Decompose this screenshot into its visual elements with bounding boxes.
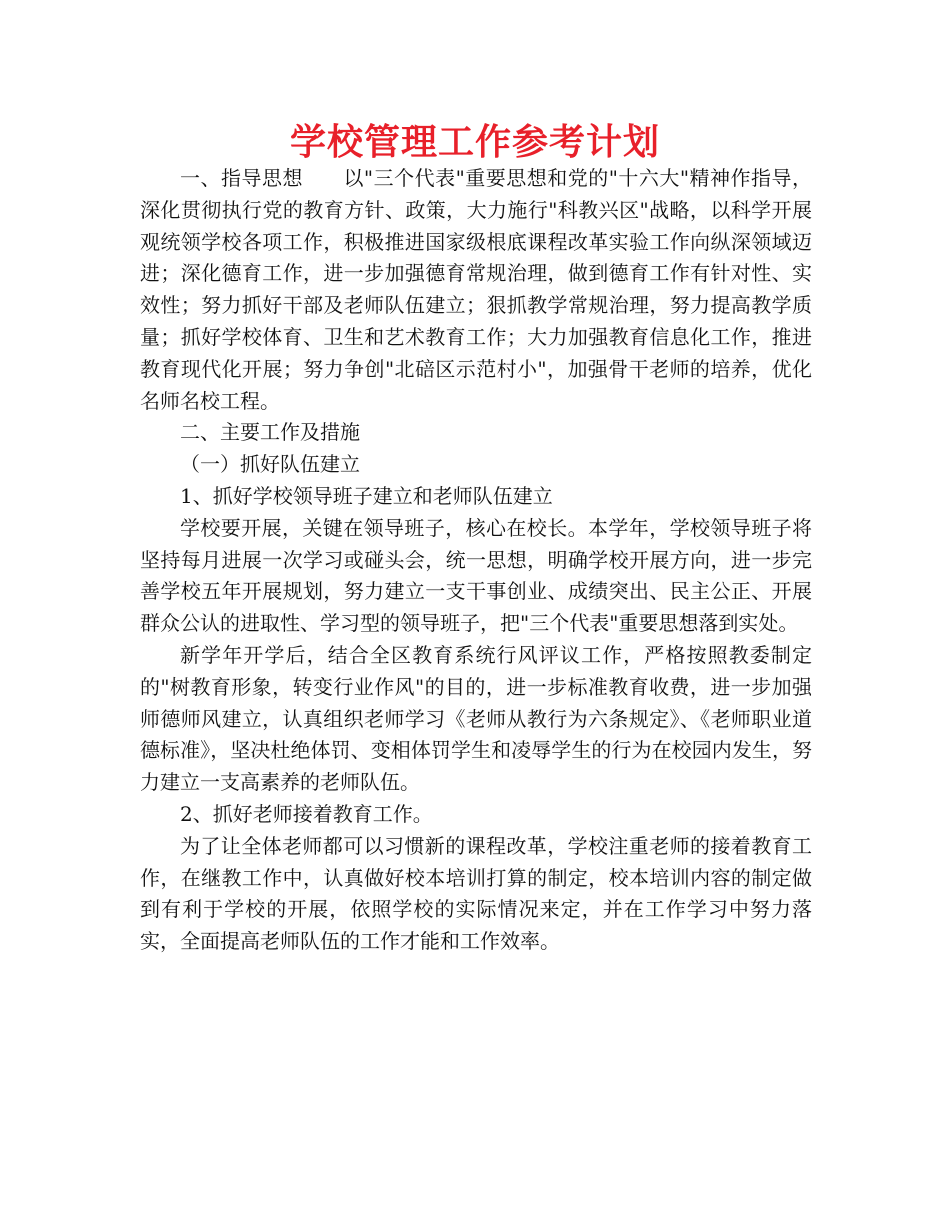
- paragraph-teacher-ethics: 新学年开学后，结合全区教育系统行风评议工作，严格按照教委制定的"树教育形象，转变行业作风"的目的，进一步标准教育收费，进一步加强师德师风建立，认真组织老师学习《老师从教行为六条规定》、《老师职业道德标准》，坚决杜绝体罚、变相体罚学生和凌辱学生的行为在校园内发生，努力建立一支高素养的老师队伍。: [140, 642, 812, 795]
- subsection-heading-team-building: （一）抓好队伍建立: [180, 452, 360, 477]
- section-heading-main-work: 二、主要工作及措施: [180, 420, 360, 445]
- paragraph-leadership: 学校要开展，关键在领导班子，核心在校长。本学年，学校领导班子将坚持每月进展一次学习或碰头会，统一思想，明确学校开展方向，进一步完善学校五年开展规划，努力建立一支干事创业、成绩突出、民主公正、开展群众公认的进取性、学习型的领导班子，把"三个代表"重要思想落到实处。: [140, 515, 812, 636]
- document-body: [140, 163, 812, 958]
- item-heading-continuing-education: 2、抓好老师接着教育工作。: [180, 801, 433, 826]
- guiding-ideology-text: 以"三个代表"重要思想和党的"十六大"精神作指导，深化贯彻执行党的教育方针、政策，大力施行"科教兴区"战略，以科学开展观统领学校各项工作，积极推进国家级根底课程改革实验工作向纵深领域迈进；深化德育工作，进一步加强德育常规治理，做到德育工作有针对性、实效性；努力抓好干部及老师队伍建立；狠抓教学常规治理，努力提高教学质量；抓好学校体育、卫生和艺术教育工作；大力加强教育信息化工作，推进教育现代化开展；努力争创"北碚区示范村小"，加强骨干老师的培养，优化名师名校工程。: [140, 166, 813, 413]
- item-heading-leadership: 1、抓好学校领导班子建立和老师队伍建立: [180, 483, 553, 508]
- document-title: 学校管理工作参考计划: [289, 122, 660, 163]
- section-heading-guiding-ideology: 一、指导思想: [180, 166, 303, 190]
- paragraph-guiding-ideology: [140, 163, 812, 417]
- paragraph-continuing-education: 为了让全体老师都可以习惯新的课程改革，学校注重老师的接着教育工作，在继教工作中，认真做好校本培训打算的制定，校本培训内容的制定做到有利于学校的开展，依照学校的实际情况来定，并在工作学习中努力落实，全面提高老师队伍的工作才能和工作效率。: [140, 833, 812, 954]
